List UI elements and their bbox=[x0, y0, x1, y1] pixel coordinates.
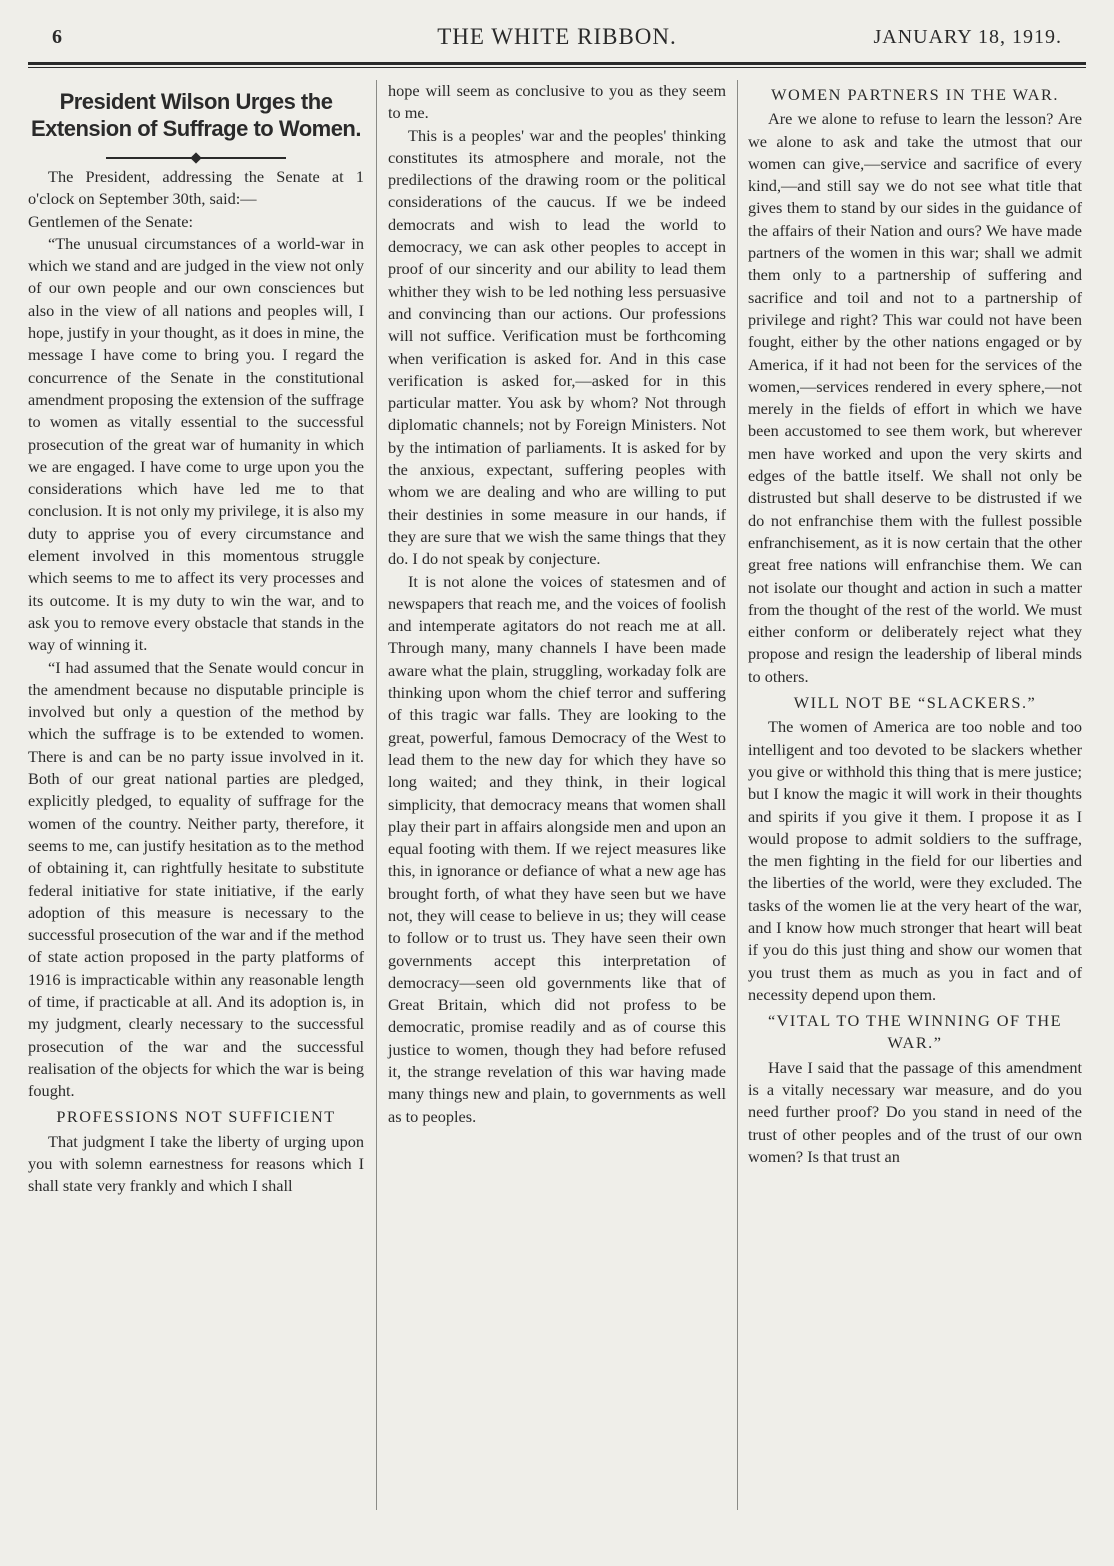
paragraph: “I had assumed that the Senate would concur in the amendment because no disputable principle is involved but only a question of the method by which the suffrage is to be extended to women. There is and can be no party issue involved in it. Both of our great national parties are pledged, explicitly pledged, to equality of suffrage for the women of the country. Neither party, therefore, it seems to me, can justify hesitation as to the method of obtaining it, can rightfully hesitate to substitute federal initiative for state initiative, if the early adoption of this measure is necessary to the successful prosecution of the war and if the method of state action proposed in the party platforms of 1916 is impracticable within any reasonable length of time, if practicable at all. And its adoption is, in my judgment, clearly necessary to the successful prosecution of the war and the successful realisation of the objects for which the war is being fought. bbox=[28, 657, 364, 1101]
subheading: PROFESSIONS NOT SUFFICIENT bbox=[56, 1107, 336, 1127]
column-divider bbox=[376, 80, 377, 1510]
paragraph: Have I said that the passage of this amendment is a vitally necessary war measure, and do you need further proof? Do you stand in need of the trust of other peoples and of the trust of our own women? Is that trust an bbox=[748, 1057, 1082, 1166]
column-2 bbox=[388, 80, 726, 1128]
column-3 bbox=[748, 80, 1082, 1168]
headline-ornament bbox=[28, 146, 364, 160]
subheading: “VITAL TO THE WINNING OF THE WAR.” bbox=[767, 1011, 1063, 1053]
column-1 bbox=[28, 80, 364, 1198]
paragraph: The women of America are too noble and too intelligent and too devoted to be slackers whether you give or withhold this thing that is mere justice; but I know the magic it will work in their thoughts and spirits if you give it them. I propose it as I would propose to admit soldiers to the suffrage, the men fighting in the field for our liberties and the liberties of the world, were they excluded. The tasks of the women lie at the very heart of the war, and I know how much stronger that heart will beat if you do this just thing and show our women that you trust them as much as you in fact and of necessity depend upon them. bbox=[748, 717, 1082, 1004]
header-rule-thick bbox=[28, 62, 1086, 65]
page-header bbox=[0, 0, 1114, 70]
issue-date: JANUARY 18, 1919. bbox=[873, 26, 1062, 48]
paragraph: That judgment I take the liberty of urging upon you with solemn earnestness for reasons which I shall state very frankly and which I shall bbox=[28, 1131, 364, 1196]
salutation: Gentlemen of the Senate: bbox=[28, 211, 194, 231]
paragraph: Are we alone to refuse to learn the lesson? Are we alone to ask and take the utmost that our women can give,—service and sacrifice of every kind,—and still say we do not see what title that gives them to stand by our sides in the guidance of the affairs of their Nation and ours? We have made partners of the women in this war; shall we admit them only to a partnership of suffering and sacrifice and toil and not to a partnership of privilege and right? This war could not have been fought, either by the other nations engaged or by America, if it had not been for the services of the women,—services rendered in every sphere,—not merely in the fields of effort in which we have been accustomed to see them work, but wherever men have worked and upon the very skirts and edges of the battle itself. We shall not only be distrusted but shall deserve to be distrusted if we do not enfranchise them with the fullest possible enfranchisement, as it is now certain that the other great free nations will enfranchise them. We can not isolate our thought and action in such a matter from the thought of the rest of the world. We must either conform or deliberately reject what they propose and resign the leadership of liberal minds to others. bbox=[748, 109, 1082, 686]
page-number: 6 bbox=[52, 26, 62, 48]
header-rule-thin bbox=[28, 67, 1086, 68]
paragraph: hope will seem as conclusive to you as they seem to me. bbox=[388, 81, 726, 123]
subheading: WILL NOT BE “SLACKERS.” bbox=[793, 693, 1037, 713]
publication-title: THE WHITE RIBBON. bbox=[437, 24, 677, 49]
paragraph: It is not alone the voices of statesmen and of newspapers that reach me, and the voices of foolish and intemperate agitators do not reach me at all. Through many, many channels I have been made aware what the plain, struggling, workaday folk are thinking upon whom the chief terror and suffering of this tragic war falls. They are looking to the great, powerful, famous Democracy of the West to lead them to the new day for which they have so long waited; and they think, in their logical simplicity, that democracy means that women shall play their part in affairs alongside men and upon an equal footing with them. If we reject measures like this, in ignorance or defiance of what a new age has brought forth, of what they have seen but we have not, they will cease to believe in us; they will cease to follow or to trust us. They have seen their own governments accept this interpretation of democracy—seen old governments like that of Great Britain, which did not profess to be democratic, promise readily and as of course this justice to women, though they had before refused it, the strange revelation of this war having made many things new and plain, to governments as well as to peoples. bbox=[388, 571, 726, 1126]
article-headline: President Wilson Urges the Extension of Suffrage to Women. bbox=[30, 89, 361, 141]
paragraph: “The unusual circumstances of a world-war in which we stand and are judged in the view not only of our own people and our own consciences but also in the view of all nations and peoples will, I hope, justify in your thought, as it does in mine, the message I have come to bring you. I regard the concurrence of the Senate in the constitutional amendment proposing the extension of the suffrage to women as vitally essential to the successful prosecution of the great war of humanity in which we are engaged. I have come to urge upon you the considerations which have led me to that conclusion. It is not only my privilege, it is also my duty to apprise you of every circumstance and element involved in this momentous struggle which seems to me to affect its very processes and its outcome. It is my duty to win the war, and to ask you to remove every obstacle that stands in the way of winning it. bbox=[28, 233, 364, 655]
paragraph: This is a peoples' war and the peoples' thinking constitutes its atmosphere and morale, not the predilections of the drawing room or the political considerations of the caucus. If we be indeed democrats and wish to lead the world to democracy, we can ask other peoples to accept in proof of our sincerity and our ability to lead them whither they wish to be led nothing less persuasive and convincing than our actions. Our professions will not suffice. Verification must be forthcoming when verification is asked for. And in this case verification is asked for,—asked for in this particular matter. You ask by whom? Not through diplomatic channels; not by Foreign Ministers. Not by the intimation of parliaments. It is asked for by the anxious, expectant, suffering peoples with whom we are dealing and who are willing to put their destinies in some measure in our hands, if they are sure that we wish the same things that they do. I do not speak by conjecture. bbox=[388, 125, 726, 569]
subheading: WOMEN PARTNERS IN THE WAR. bbox=[771, 85, 1059, 104]
paragraph: The President, addressing the Senate at 1 o'clock on September 30th, said:— bbox=[28, 167, 364, 209]
column-divider bbox=[737, 80, 738, 1510]
